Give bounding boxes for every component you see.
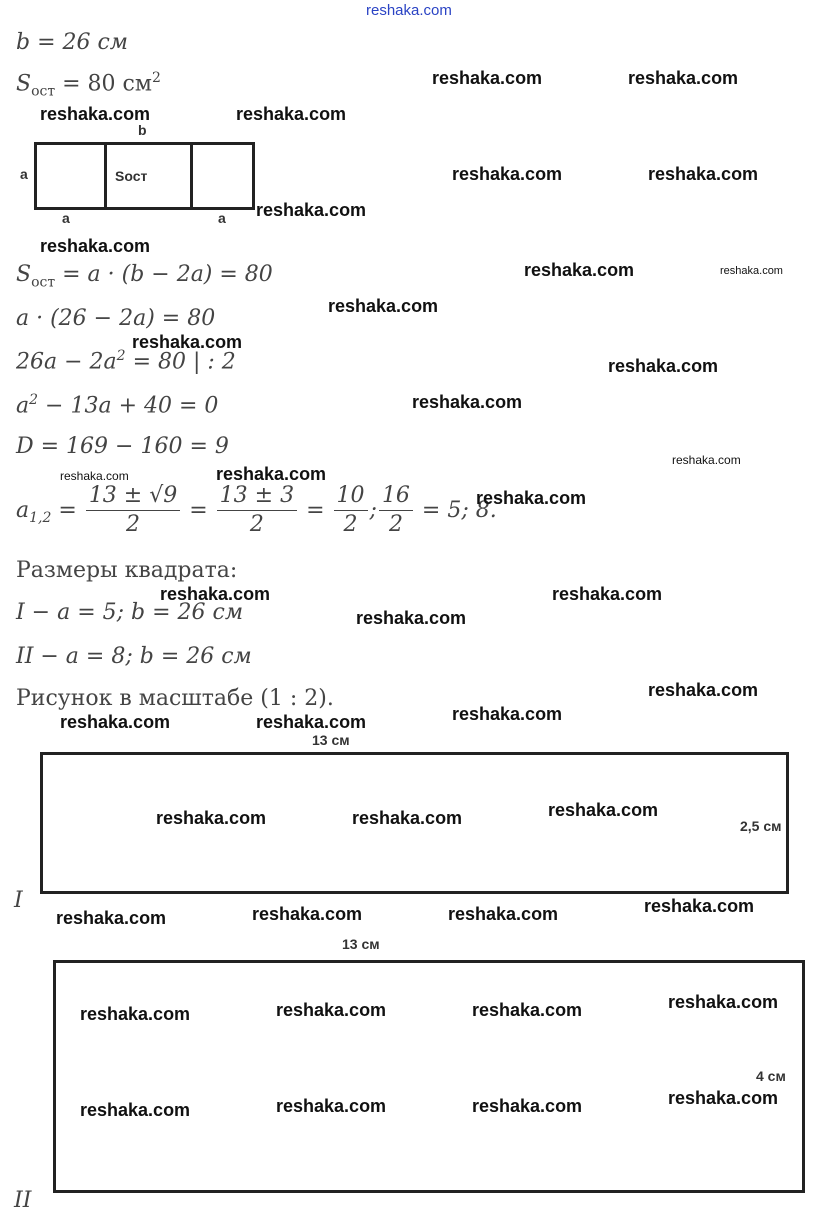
frac-4-num: 16 <box>379 482 413 511</box>
frac-2-den: 2 <box>249 512 264 537</box>
sketch-label-a-bottom-right: a <box>218 210 226 226</box>
watermark[interactable]: reshaka.com <box>552 584 663 604</box>
frac-2 <box>217 482 297 539</box>
given-s-ost <box>16 70 161 100</box>
watermark[interactable]: reshaka.com <box>548 800 659 820</box>
watermark[interactable]: reshaka.com <box>252 904 363 924</box>
line4-a: a <box>16 393 30 419</box>
watermark[interactable]: reshaka.com <box>608 356 719 376</box>
watermark[interactable]: reshaka.com <box>452 704 563 724</box>
line6-sub: 1,2 <box>29 509 52 526</box>
watermark[interactable]: reshaka.com <box>80 1004 191 1024</box>
watermark-small[interactable]: reshaka.com <box>60 469 129 483</box>
watermark[interactable]: reshaka.com <box>476 488 587 508</box>
given-s-symbol: S <box>16 71 32 97</box>
watermark[interactable]: reshaka.com <box>356 608 467 628</box>
watermark[interactable]: reshaka.com <box>40 236 151 256</box>
line1-s: S <box>16 262 32 287</box>
line4-b: − 13a + 40 = 0 <box>38 393 219 419</box>
frac-1-num: 13 ± √9 <box>86 482 180 511</box>
answer-variant-1: I − a = 5; b = 26 см <box>16 600 244 625</box>
watermark[interactable]: reshaka.com <box>236 104 347 124</box>
watermark[interactable]: reshaka.com <box>276 1096 387 1116</box>
given-b <box>16 30 128 55</box>
line3-sup: 2 <box>116 348 126 364</box>
watermark[interactable]: reshaka.com <box>132 332 243 352</box>
sketch-divider-right <box>190 142 193 210</box>
figure1-roman: I <box>14 888 23 913</box>
watermark[interactable]: reshaka.com <box>668 1088 779 1108</box>
given-s-value: = 80 см <box>55 71 152 97</box>
figure1-width-label: 13 см <box>312 732 350 748</box>
watermark[interactable]: reshaka.com <box>648 680 759 700</box>
watermark[interactable]: reshaka.com <box>352 808 463 828</box>
answer-variant-2: II − a = 8; b = 26 см <box>16 644 252 669</box>
line6-a: a <box>16 498 30 523</box>
frac-3-den: 2 <box>343 512 358 537</box>
watermark[interactable]: reshaka.com <box>156 808 267 828</box>
frac-3 <box>334 482 368 539</box>
answer-heading: Размеры квадрата: <box>16 558 238 583</box>
watermark[interactable]: reshaka.com <box>328 296 439 316</box>
frac-4 <box>379 482 413 539</box>
frac-4-den: 2 <box>388 512 403 537</box>
line6-tail: = 5; 8. <box>414 498 497 523</box>
line1-rest: = a · (b − 2a) = 80 <box>55 262 273 287</box>
figure2-width-label: 13 см <box>342 936 380 952</box>
watermark[interactable]: reshaka.com <box>452 164 563 184</box>
solution-line-4 <box>16 392 218 418</box>
watermark[interactable]: reshaka.com <box>432 68 543 88</box>
watermark[interactable]: reshaka.com <box>628 68 739 88</box>
line1-sub: ост <box>31 274 56 291</box>
given-b-text: b = 26 см <box>16 30 129 55</box>
frac-1 <box>86 482 180 539</box>
sketch-center-label: Sост <box>115 168 148 184</box>
watermark[interactable]: reshaka.com <box>276 1000 387 1020</box>
solution-line-2: a · (26 − 2a) = 80 <box>16 306 216 331</box>
line3-a: 26a − 2a <box>16 349 117 375</box>
solution-line-1 <box>16 262 273 290</box>
watermark[interactable]: reshaka.com <box>648 164 759 184</box>
given-s-sub: ост <box>31 83 56 100</box>
watermark[interactable]: reshaka.com <box>256 712 367 732</box>
sketch-divider-left <box>104 142 107 210</box>
top-watermark[interactable]: reshaka.com <box>366 2 452 19</box>
watermark-small[interactable]: reshaka.com <box>720 265 783 277</box>
figure1-height-label: 2,5 см <box>740 818 782 834</box>
line3-b: = 80 | : 2 <box>125 349 236 375</box>
given-s-sup: 2 <box>151 70 161 86</box>
watermark[interactable]: reshaka.com <box>216 464 327 484</box>
watermark[interactable]: reshaka.com <box>644 896 755 916</box>
watermark[interactable]: reshaka.com <box>472 1096 583 1116</box>
solution-line-5: D = 169 − 160 = 9 <box>16 434 229 459</box>
solution-line-6: a $_{1,2}$ = $\frac{13 \pm √9}{2}$ = $\frac{13 \pm 3}{2}$ = $\frac{10}{2}$ ; $\frac{16}{2}$ = 5; 8. <box>16 483 497 537</box>
watermark[interactable]: reshaka.com <box>256 200 367 220</box>
watermark[interactable]: reshaka.com <box>60 712 171 732</box>
sketch-label-a-bottom-left: a <box>62 210 70 226</box>
watermark[interactable]: reshaka.com <box>56 908 167 928</box>
frac-2-num: 13 ± 3 <box>217 482 297 511</box>
watermark[interactable]: reshaka.com <box>160 584 271 604</box>
figure2-roman: II <box>14 1188 32 1213</box>
watermark-small[interactable]: reshaka.com <box>672 453 741 467</box>
watermark[interactable]: reshaka.com <box>524 260 635 280</box>
watermark[interactable]: reshaka.com <box>80 1100 191 1120</box>
sketch-label-b: b <box>138 122 147 138</box>
line6-eq: = <box>51 498 84 523</box>
watermark[interactable]: reshaka.com <box>412 392 523 412</box>
scale-note: Рисунок в масштабе (1 : 2). <box>16 686 334 711</box>
watermark[interactable]: reshaka.com <box>668 992 779 1012</box>
watermark[interactable]: reshaka.com <box>40 104 151 124</box>
watermark[interactable]: reshaka.com <box>448 904 559 924</box>
frac-1-den: 2 <box>126 512 141 537</box>
sketch-label-a-left: a <box>20 166 28 182</box>
line4-sup: 2 <box>29 392 39 408</box>
figure2-height-label: 4 см <box>756 1068 786 1084</box>
frac-3-num: 10 <box>334 482 368 511</box>
watermark[interactable]: reshaka.com <box>472 1000 583 1020</box>
